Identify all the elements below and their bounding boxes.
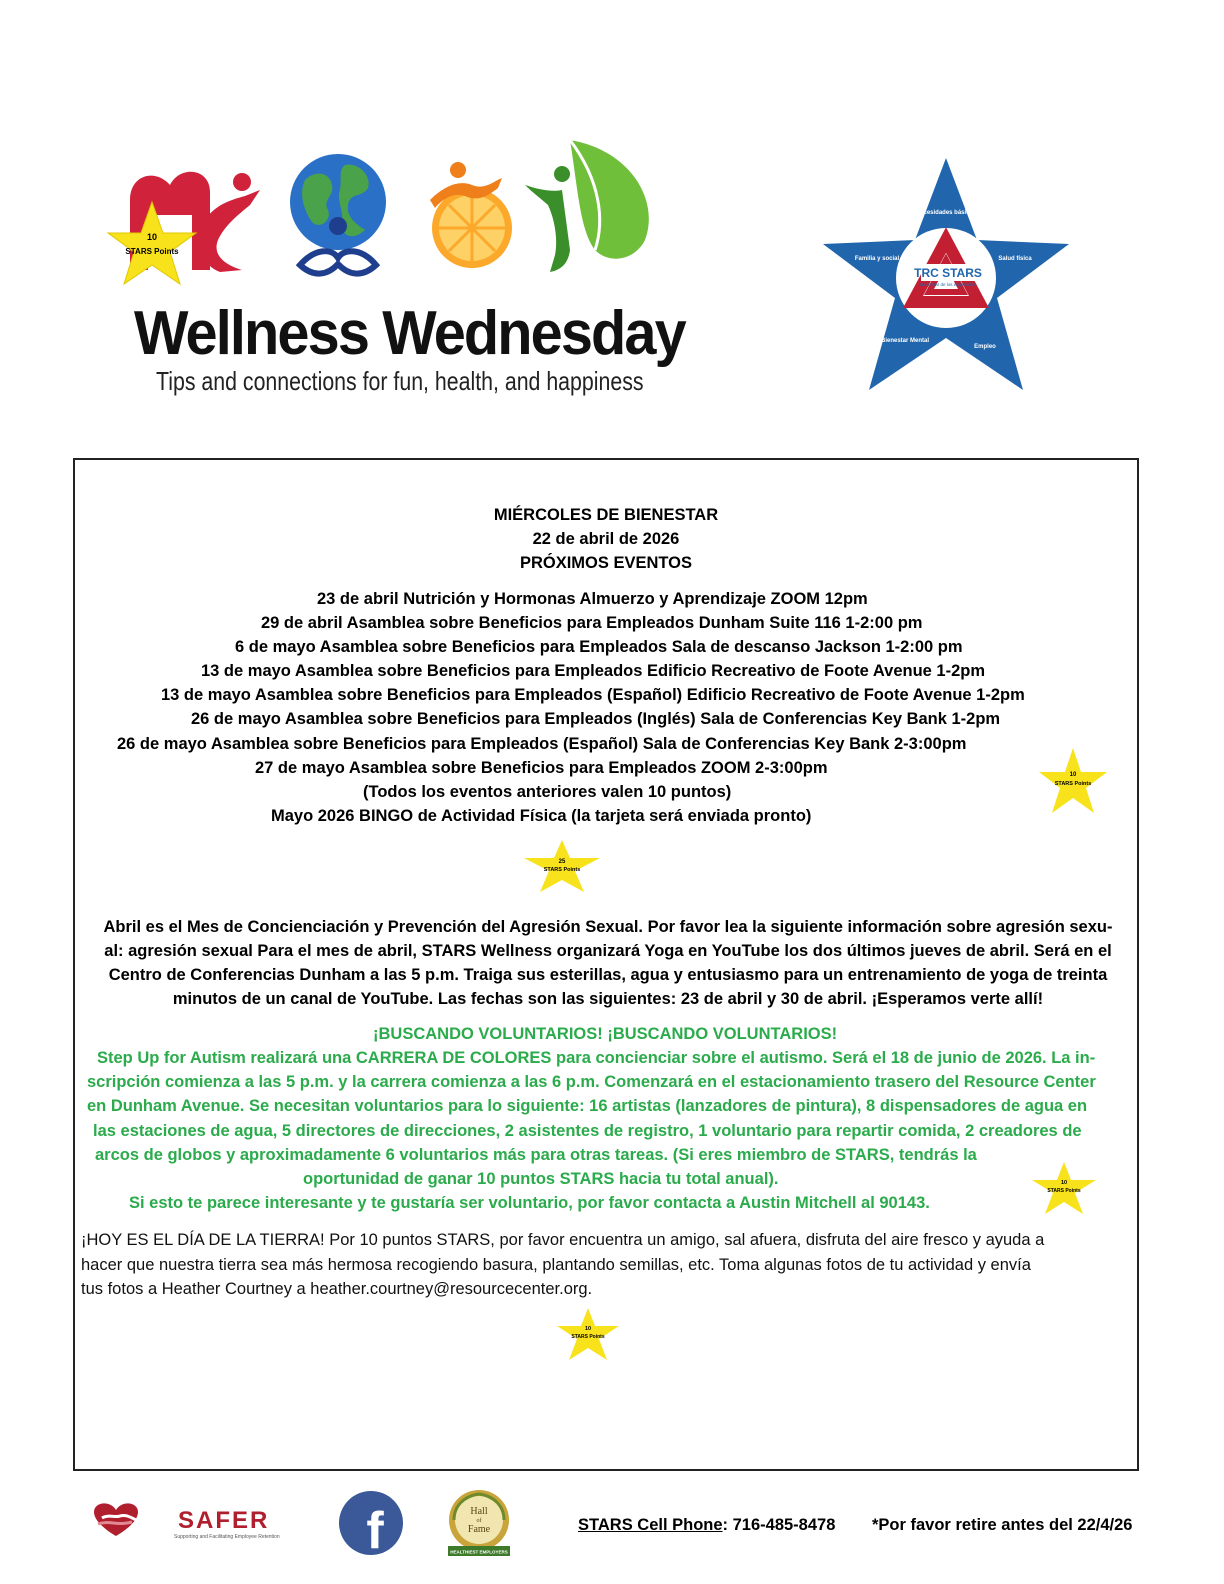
trc-point-family-social: Familia y social xyxy=(854,256,900,262)
text-line: oportunidad de ganar 10 puntos STARS hacia tu total anual). xyxy=(303,1170,779,1188)
star-points-label: STARS Points xyxy=(1047,1188,1081,1194)
points-star-badge xyxy=(1030,1160,1098,1216)
star-points-number: 10 xyxy=(584,1326,592,1332)
safer-tagline: Supporting and Facilitating Employee Retention xyxy=(174,1534,280,1540)
hall-line: of xyxy=(476,1518,482,1524)
text-line: al: agresión sexual Para el mes de abril, STARS Wellness organizará Yoga en YouTube los dos últimos jueves de abril. Será en el xyxy=(104,942,1112,960)
trc-stars-logo xyxy=(815,152,1077,400)
logo-tagline: Tips and connections for fun, health, and happiness xyxy=(156,366,644,396)
event-item: Mayo 2026 BINGO de Actividad Física (la tarjeta será enviada pronto) xyxy=(271,807,812,825)
text-line: ¡HOY ES EL DÍA DE LA TIERRA! Por 10 puntos STARS, por favor encuentra un amigo, sal afuera, disfruta del aire fresco y ayuda a xyxy=(81,1231,1045,1249)
text-line: Centro de Conferencias Dunham a las 5 p.m. Traiga sus esterillas, agua y entusiasmo para un entrenamiento de yoga de treinta xyxy=(108,966,1108,984)
event-item: 23 de abril Nutrición y Hormonas Almuerzo y Aprendizaje ZOOM 12pm xyxy=(317,590,868,608)
event-item: 29 de abril Asamblea sobre Beneficios para Empleados Dunham Suite 116 1-2:00 pm xyxy=(261,614,923,632)
event-item: 26 de mayo Asamblea sobre Beneficios para Empleados (Español) Sala de Conferencias Key Bank 2-3:00pm xyxy=(117,735,967,753)
event-item: 13 de mayo Asamblea sobre Beneficios para Empleados Edificio Recreativo de Foote Avenue 1-2pm xyxy=(201,662,986,680)
text-line: hacer que nuestra tierra sea más hermosa recogiendo basura, plantando semillas, etc. Toma algunas fotos de tu actividad y envía xyxy=(81,1255,1031,1274)
orange-runner-icon xyxy=(430,162,512,268)
awareness-paragraph xyxy=(85,915,1131,1011)
logo-title: Wellness Wednesday xyxy=(134,299,685,368)
star-points-label: STARS Points xyxy=(571,1334,605,1340)
box-date: 22 de abril de 2026 xyxy=(532,530,680,548)
trc-point-employment: Empleo xyxy=(974,344,996,350)
facebook-icon[interactable] xyxy=(338,1490,404,1556)
text-line: minutos de un canal de YouTube. Las fechas son las siguientes: 23 de abril y 30 de abril. ¡Esperamos verte allí! xyxy=(172,990,1044,1008)
event-item: 6 de mayo Asamblea sobre Beneficios para Empleados Sala de descanso Jackson 1-2:00 pm xyxy=(235,638,963,656)
phone-number: : 716-485-8478 xyxy=(722,1516,836,1534)
box-title: MIÉRCOLES DE BIENESTAR xyxy=(493,506,719,524)
globe-icon xyxy=(290,154,386,274)
text-line: Abril es el Mes de Concienciación y Prevención del Agresión Sexual. Por favor lea la siguiente información sobre agresión sexu- xyxy=(103,918,1113,936)
star-points-label: STARS Points xyxy=(125,247,179,256)
points-star-badge xyxy=(1037,746,1109,816)
trc-subtitle: Bienestar de los empleados xyxy=(920,282,976,287)
earth-day-paragraph xyxy=(81,1228,1131,1302)
star-points-number: 25 xyxy=(558,859,566,865)
volunteer-heading: ¡BUSCANDO VOLUNTARIOS! ¡BUSCANDO VOLUNTARIOS! xyxy=(373,1025,838,1043)
safer-logo xyxy=(88,1498,288,1542)
text-line: Step Up for Autism realizará una CARRERA DE COLORES para concienciar sobre el autismo. Será el 18 de junio de 2026. La in- xyxy=(97,1049,1096,1067)
star-points-number: 10 xyxy=(146,232,158,242)
text-line: scripción comienza a las 5 p.m. y la carrera comienza a las 6 p.m. Comenzará en el estacionamiento trasero del Resource Center xyxy=(87,1073,1096,1091)
star-points-number: 10 xyxy=(1069,772,1077,778)
trc-point-basic-needs: Necesidades básicas xyxy=(915,210,977,216)
newsletter-box xyxy=(73,458,1139,1471)
trc-point-physical-health: Salud física xyxy=(998,256,1032,262)
text-line: tus fotos a Heather Courtney a heather.courtney@resourcecenter.org. xyxy=(81,1280,593,1298)
points-star-badge xyxy=(555,1306,621,1362)
hall-of-fame-badge xyxy=(444,1488,514,1560)
event-item: 26 de mayo Asamblea sobre Beneficios para Empleados (Inglés) Sala de Conferencias Key Bank 1-2pm xyxy=(191,710,1001,728)
box-subtitle: PRÓXIMOS EVENTOS xyxy=(519,554,693,572)
leaf-figure-icon xyxy=(525,140,649,272)
facebook-letter: f xyxy=(366,1502,384,1556)
hall-line: Hall xyxy=(470,1506,488,1517)
hall-banner: HEALTHIEST EMPLOYERS xyxy=(450,1549,508,1555)
star-points-label: STARS Points xyxy=(1054,781,1092,787)
event-item: 13 de mayo Asamblea sobre Beneficios para Empleados (Español) Edificio Recreativo de Foote Avenue 1-2pm xyxy=(161,686,1025,704)
text-line: las estaciones de agua, 5 directores de direcciones, 2 asistentes de registro, 1 voluntario para repartir comida, 2 creadores de xyxy=(93,1122,1082,1140)
text-line: en Dunham Avenue. Se necesitan voluntarios para lo siguiente: 16 artistas (lanzadores de pintura), 8 dispensadores de agua en xyxy=(87,1097,1088,1115)
star-points-label: STARS Points xyxy=(543,867,581,873)
stars-phone xyxy=(578,1516,835,1535)
hall-line: Fame xyxy=(467,1524,491,1535)
phone-label: STARS Cell Phone xyxy=(578,1516,723,1534)
event-item: (Todos los eventos anteriores valen 10 puntos) xyxy=(363,783,732,801)
trc-point-mental-wellbeing: Bienestar Mental xyxy=(880,338,930,344)
trc-name: TRC STARS xyxy=(914,266,982,280)
event-item: 27 de mayo Asamblea sobre Beneficios para Empleados ZOOM 2-3:00pm xyxy=(255,759,828,777)
points-star-badge xyxy=(522,838,602,894)
safer-name: SAFER xyxy=(178,1507,270,1534)
volunteer-contact: Si esto te parece interesante y te gustaría ser voluntario, por favor contacta a Austin Mitchell al 90143. xyxy=(129,1194,930,1212)
removal-note: *Por favor retire antes del 22/4/26 xyxy=(872,1516,1133,1534)
text-line: arcos de globos y aproximadamente 6 voluntarios más para otras tareas. (Si eres miembro de STARS, tendrás la xyxy=(95,1146,977,1164)
star-points-number: 10 xyxy=(1060,1180,1068,1186)
